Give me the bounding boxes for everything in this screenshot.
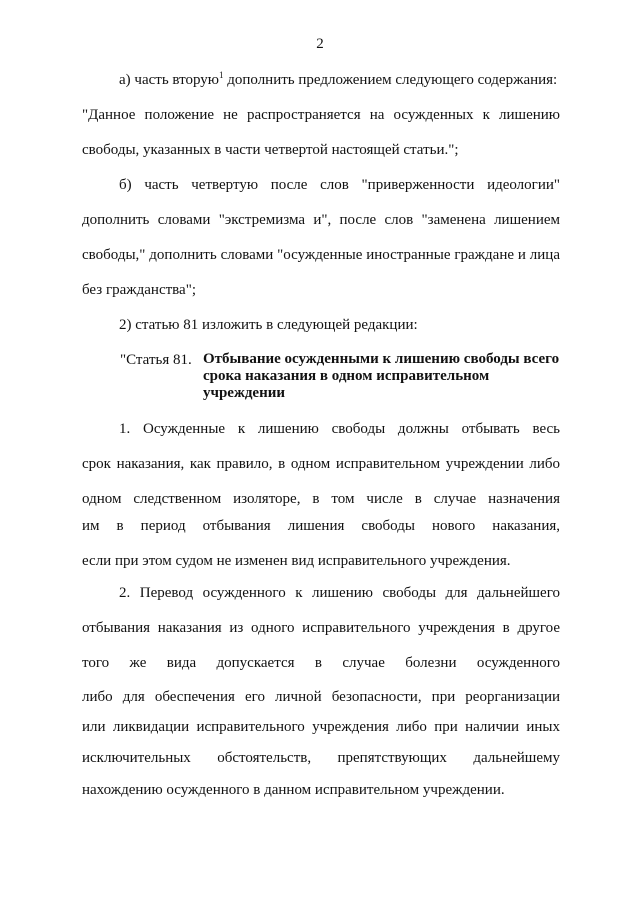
point-2-line: исключительных обстоятельств, препятствующих дальнейшему [82, 750, 560, 766]
para-b-line: б) часть четвертую после слов "приверженности идеологии" [119, 177, 560, 193]
para-a-first-line [119, 71, 560, 89]
footnote-marker: 1 [218, 70, 224, 80]
para-b-line: дополнить словами "экстремизма и", после слов "заменена лишением [82, 212, 560, 228]
article-title-line: Отбывание осужденными к лишению свободы всего [203, 351, 560, 367]
point-2-line: или ликвидации исправительного учреждения либо при наличии иных [82, 719, 560, 735]
article-title-line: срока наказания в одном исправительном [203, 368, 490, 384]
point-2-line: 2. Перевод осужденного к лишению свободы для дальнейшего [119, 585, 560, 601]
point-1-line: срок наказания, как правило, в одном исправительном учреждении либо [82, 456, 560, 472]
para-a-line: "Данное положение не распространяется на осужденных к лишению [82, 107, 560, 123]
point-1-line: им в период отбывания лишения свободы нового наказания, [82, 518, 560, 534]
point-2-line: того же вида допускается в случае болезни осужденного [82, 655, 560, 671]
para-b-line: свободы," дополнить словами "осужденные иностранные граждане и лица [82, 247, 560, 263]
article-title-line: учреждении [203, 385, 286, 401]
point-2-line: отбывания наказания из одного исправительного учреждения в другое [82, 620, 560, 636]
para-b-line: без гражданства"; [82, 282, 196, 298]
point-2-line: нахождению осужденного в данном исправительном учреждении. [82, 782, 505, 798]
article-label: "Статья 81. [120, 352, 192, 368]
para-a-suffix: дополнить предложением следующего содержания: [223, 72, 558, 88]
para-a-line: свободы, указанных в части четвертой настоящей статьи."; [82, 142, 459, 158]
para-a-prefix: а) часть вторую [119, 72, 219, 88]
point-2-line: либо для обеспечения его личной безопасности, при реорганизации [82, 689, 560, 705]
point-1-line: 1. Осужденные к лишению свободы должны отбывать весь [119, 421, 560, 437]
point-1-line: если при этом судом не изменен вид исправительного учреждения. [82, 553, 511, 569]
page-number: 2 [316, 36, 324, 52]
para-2-line: 2) статью 81 изложить в следующей редакции: [119, 317, 418, 333]
point-1-line: одном следственном изоляторе, в том числе в случае назначения [82, 491, 560, 507]
